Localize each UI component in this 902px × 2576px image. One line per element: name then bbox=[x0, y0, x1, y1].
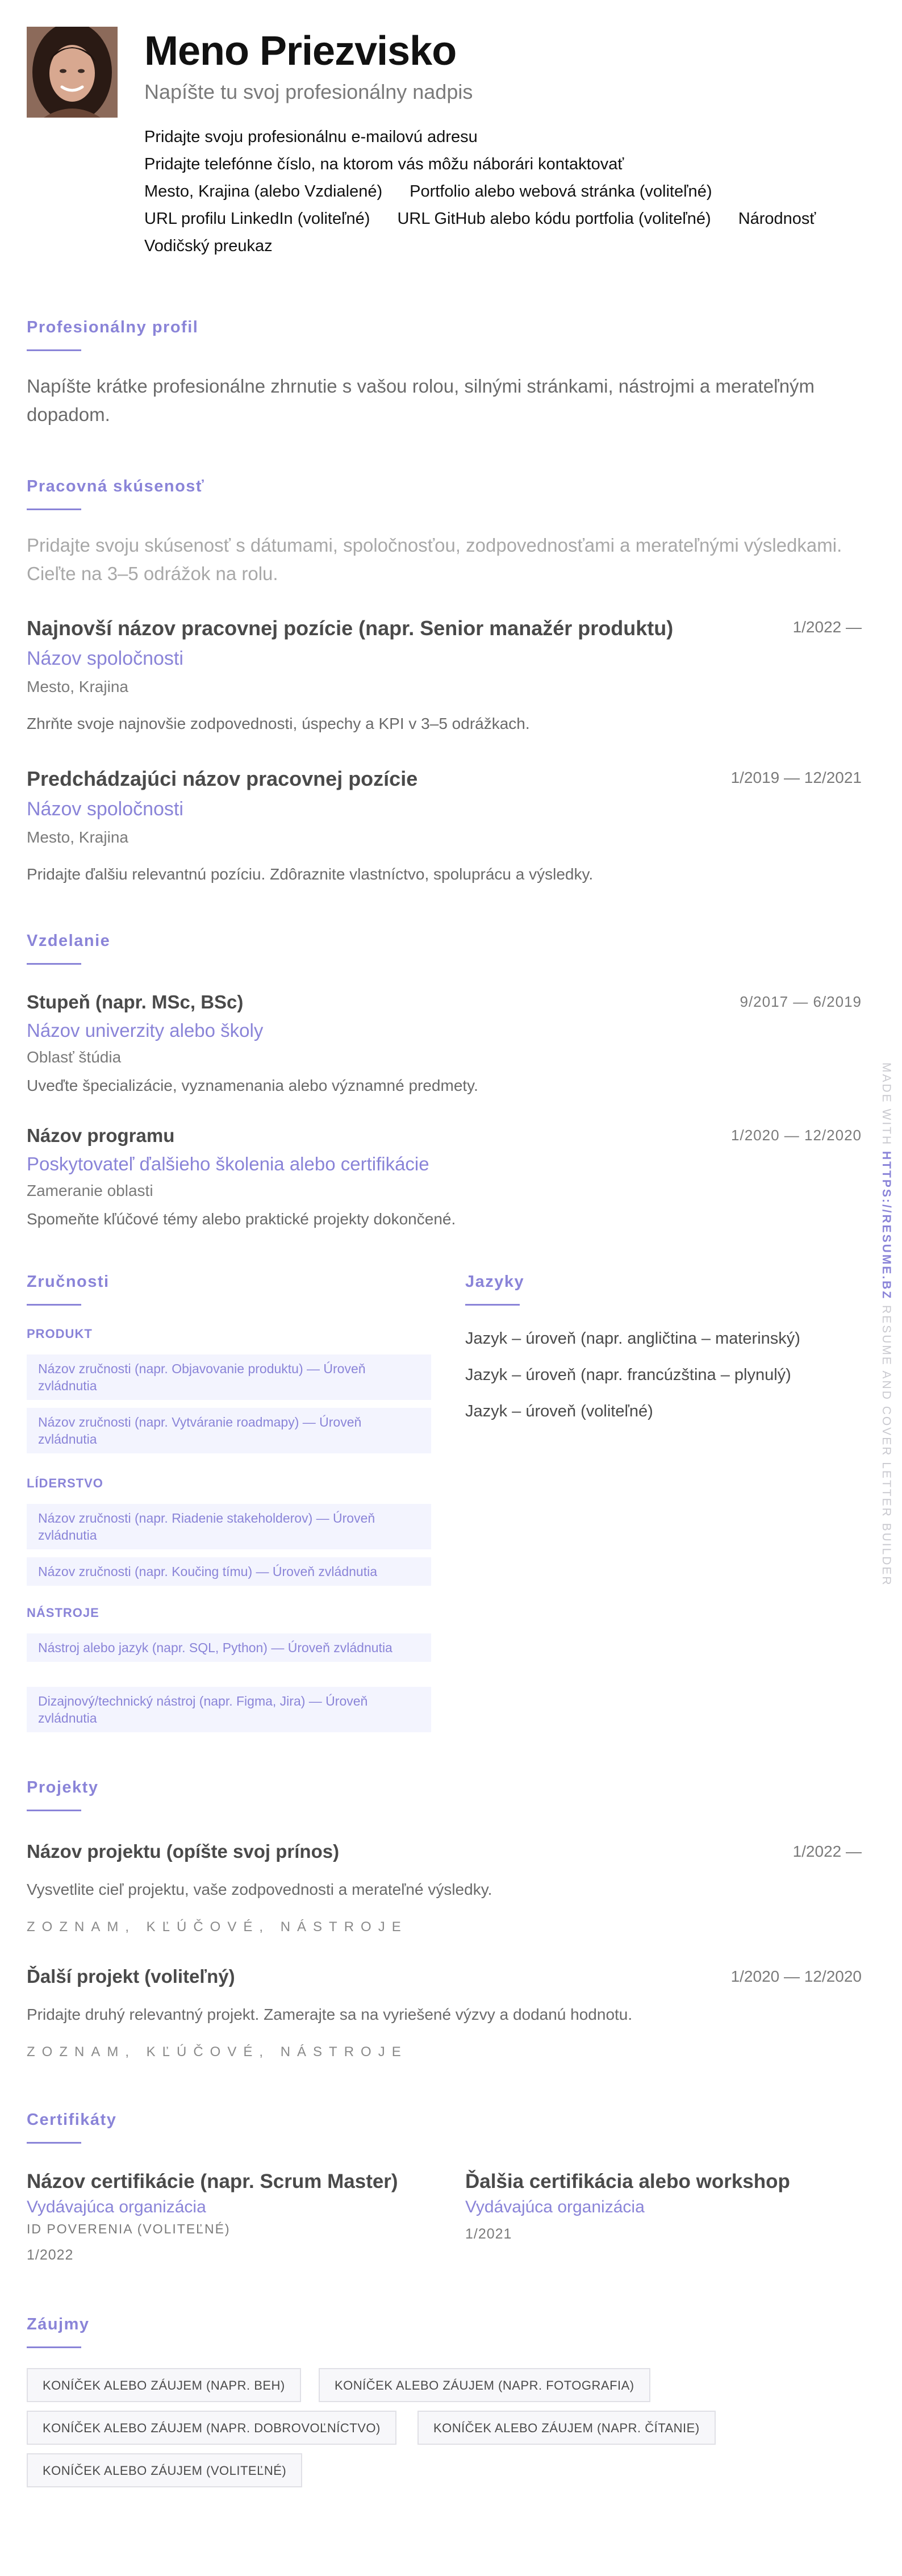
profile-photo bbox=[27, 27, 118, 118]
skill-chip: Názov zručnosti (napr. Koučing tímu) — Úroveň zvládnutia bbox=[27, 1557, 431, 1586]
contact-portfolio: Portfolio alebo webová stránka (voliteľné) bbox=[410, 182, 712, 201]
credit-suffix: RESUME AND COVER LETTER BUILDER bbox=[880, 1305, 893, 1587]
job-title: Najnovší názov pracovnej pozície (napr. Senior manažér produktu) bbox=[27, 616, 674, 640]
skill-group-label: NÁSTROJE bbox=[27, 1606, 99, 1620]
section-rule bbox=[27, 1304, 81, 1306]
credit-link[interactable]: HTTPS://RESUME.BZ bbox=[880, 1151, 893, 1300]
section-title-experience: Pracovná skúsenosť bbox=[27, 477, 205, 495]
contact-email: Pridajte svoju profesionálnu e-mailovú adresu bbox=[144, 128, 478, 146]
contact-license: Vodičský preukaz bbox=[144, 237, 273, 255]
profile-summary: Napíšte krátke profesionálne zhrnutie s vašou rolou, silnými stránkami, nástrojmi a merateľným dopadom. bbox=[27, 376, 815, 425]
section-rule bbox=[27, 1810, 81, 1811]
skill-chip: Názov zručnosti (napr. Vytváranie roadmapy) — Úroveň zvládnutia bbox=[27, 1408, 431, 1453]
section-rule bbox=[27, 2142, 81, 2144]
section-rule bbox=[27, 349, 81, 351]
certification-name: Názov certifikácie (napr. Scrum Master) bbox=[27, 2170, 398, 2192]
certification-name: Ďalšia certifikácia alebo workshop bbox=[465, 2170, 790, 2192]
experience-intro: Pridajte svoju skúsenosť s dátumami, spoločnosťou, zodpovednosťami a merateľnými výsledkami. Cieľte na 3–5 odrážok na rolu. bbox=[27, 535, 842, 584]
field-of-study: Zameranie oblasti bbox=[27, 1182, 153, 1199]
project-keywords: ZOZNAM, KĽÚČOVÉ, NÁSTROJE bbox=[27, 1919, 408, 1935]
job-date: 1/2019 — 12/2021 bbox=[730, 769, 862, 786]
education-description: Uveďte špecializácie, vyznamenania alebo významné predmety. bbox=[27, 1077, 478, 1094]
education-description: Spomeňte kľúčové témy alebo praktické projekty dokončené. bbox=[27, 1210, 456, 1228]
contact-nationality: Národnosť bbox=[738, 210, 816, 228]
contact-info bbox=[144, 123, 866, 260]
contact-location: Mesto, Krajina (alebo Vzdialené) bbox=[144, 182, 383, 201]
interest-tag: KONÍČEK ALEBO ZÁUJEM (NAPR. DOBROVOĽNÍCTVO) bbox=[27, 2411, 396, 2445]
contact-linkedin: URL profilu LinkedIn (voliteľné) bbox=[144, 210, 370, 228]
language-item: Jazyk – úroveň (voliteľné) bbox=[465, 1402, 653, 1420]
job-location: Mesto, Krajina bbox=[27, 828, 128, 846]
credit-prefix: MADE WITH bbox=[880, 1062, 893, 1147]
language-item: Jazyk – úroveň (napr. angličtina – materinský) bbox=[465, 1329, 800, 1348]
interest-tag: KONÍČEK ALEBO ZÁUJEM (NAPR. FOTOGRAFIA) bbox=[319, 2368, 650, 2402]
credential-id: ID POVERENIA (VOLITEĽNÉ) bbox=[27, 2221, 231, 2236]
section-title-certifications: Certifikáty bbox=[27, 2111, 117, 2129]
education-date: 1/2020 — 12/2020 bbox=[731, 1127, 862, 1144]
company-name: Názov spoločnosti bbox=[27, 798, 183, 820]
skill-group-label: LÍDERSTVO bbox=[27, 1476, 103, 1490]
builder-credit bbox=[878, 1062, 895, 1587]
section-title-projects: Projekty bbox=[27, 1778, 99, 1796]
project-name: Názov projektu (opíšte svoj prínos) bbox=[27, 1841, 340, 1862]
skill-chip: Dizajnový/technický nástroj (napr. Figma, Jira) — Úroveň zvládnutia bbox=[27, 1687, 431, 1732]
interest-tag: KONÍČEK ALEBO ZÁUJEM (NAPR. BEH) bbox=[27, 2368, 301, 2402]
job-description: Pridajte ďalšiu relevantnú pozíciu. Zdôraznite vlastníctvo, spoluprácu a výsledky. bbox=[27, 865, 594, 883]
full-name: Meno Priezvisko bbox=[144, 28, 457, 74]
project-date: 1/2022 — bbox=[792, 1843, 862, 1860]
skill-chip: Názov zručnosti (napr. Riadenie stakeholderov) — Úroveň zvládnutia bbox=[27, 1504, 431, 1549]
job-title: Predchádzajúci názov pracovnej pozície bbox=[27, 767, 418, 790]
field-of-study: Oblasť štúdia bbox=[27, 1048, 122, 1066]
job-location: Mesto, Krajina bbox=[27, 678, 128, 695]
interest-tag: KONÍČEK ALEBO ZÁUJEM (VOLITEĽNÉ) bbox=[27, 2453, 302, 2487]
skill-group-label: PRODUKT bbox=[27, 1327, 93, 1341]
school-name: Názov univerzity alebo školy bbox=[27, 1020, 264, 1041]
builder-credit-text bbox=[879, 1062, 893, 1587]
certification-date: 1/2022 bbox=[27, 2247, 74, 2263]
section-title-profile: Profesionálny profil bbox=[27, 318, 199, 336]
project-name: Ďalší projekt (voliteľný) bbox=[27, 1966, 235, 1987]
section-rule bbox=[27, 508, 81, 510]
issuing-organization: Vydávajúca organizácia bbox=[27, 2198, 206, 2216]
company-name: Názov spoločnosti bbox=[27, 648, 183, 669]
section-title-education: Vzdelanie bbox=[27, 932, 111, 950]
degree-title: Stupeň (napr. MSc, BSc) bbox=[27, 991, 244, 1012]
project-keywords: ZOZNAM, KĽÚČOVÉ, NÁSTROJE bbox=[27, 2044, 408, 2060]
professional-headline: Napíšte tu svoj profesionálny nadpis bbox=[144, 80, 473, 103]
certification-date: 1/2021 bbox=[465, 2226, 512, 2242]
section-title-interests: Záujmy bbox=[27, 2315, 90, 2333]
section-rule bbox=[465, 1304, 520, 1306]
job-date: 1/2022 — bbox=[792, 618, 862, 636]
section-rule bbox=[27, 2346, 81, 2348]
skill-chip: Nástroj alebo jazyk (napr. SQL, Python) — Úroveň zvládnutia bbox=[27, 1633, 431, 1662]
interest-tag: KONÍČEK ALEBO ZÁUJEM (NAPR. ČÍTANIE) bbox=[417, 2411, 716, 2445]
section-title-skills: Zručnosti bbox=[27, 1273, 110, 1291]
skill-chip: Názov zručnosti (napr. Objavovanie produktu) — Úroveň zvládnutia bbox=[27, 1354, 431, 1400]
issuing-organization: Vydávajúca organizácia bbox=[465, 2198, 645, 2216]
project-description: Pridajte druhý relevantný projekt. Zamerajte sa na vyriešené výzvy a dodanú hodnotu. bbox=[27, 2006, 633, 2023]
job-description: Zhrňte svoje najnovšie zodpovednosti, úspechy a KPI v 3–5 odrážkach. bbox=[27, 715, 530, 732]
project-date: 1/2020 — 12/2020 bbox=[730, 1968, 862, 1985]
project-description: Vysvetlite cieľ projektu, vaše zodpovednosti a merateľné výsledky. bbox=[27, 1881, 492, 1898]
section-rule bbox=[27, 963, 81, 965]
education-date: 9/2017 — 6/2019 bbox=[740, 993, 862, 1010]
school-name: Poskytovateľ ďalšieho školenia alebo certifikácie bbox=[27, 1153, 429, 1174]
language-item: Jazyk – úroveň (napr. francúzština – plynulý) bbox=[465, 1366, 791, 1384]
contact-github: URL GitHub alebo kódu portfolia (voliteľné) bbox=[397, 210, 711, 228]
section-title-languages: Jazyky bbox=[465, 1273, 525, 1291]
degree-title: Názov programu bbox=[27, 1125, 175, 1146]
contact-phone: Pridajte telefónne číslo, na ktorom vás môžu náborári kontaktovať bbox=[144, 155, 624, 173]
